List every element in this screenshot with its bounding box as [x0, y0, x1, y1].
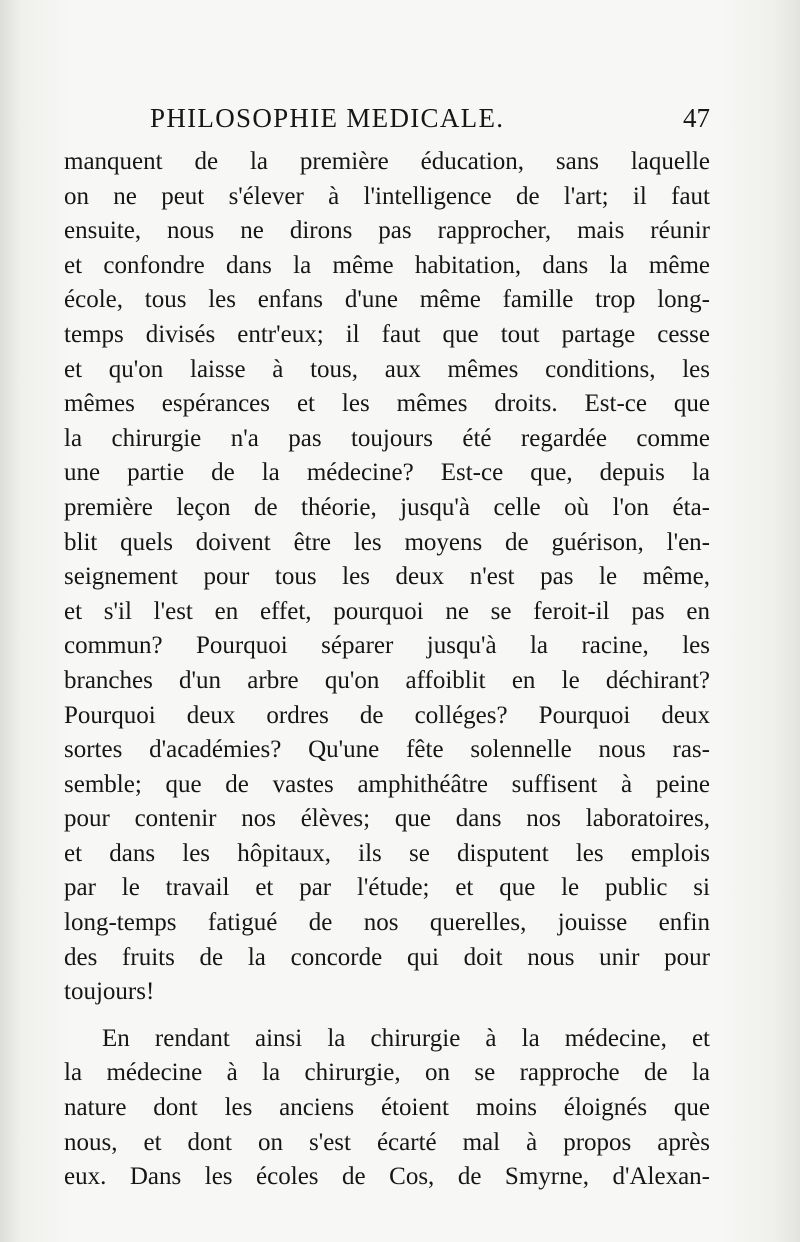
- text-line: semble; que de vastes amphithéâtre suffisent à peine: [64, 770, 710, 798]
- text-line: manquent de la première éducation, sans laquelle: [64, 148, 710, 175]
- text-line: on ne peut s'élever à l'intelligence de l'art; il faut: [64, 182, 710, 210]
- paragraph-gap: [64, 1010, 710, 1022]
- text-line: et qu'on laisse à tous, aux mêmes conditions, les: [64, 355, 710, 383]
- page-number: 47: [683, 103, 710, 133]
- text-line: mêmes espérances et les mêmes droits. Est-ce que: [64, 390, 710, 418]
- text-line: la chirurgie n'a pas toujours été regardée comme: [64, 424, 710, 452]
- text-line: commun? Pourquoi séparer jusqu'à la racine, les: [64, 632, 710, 660]
- text-line: première leçon de théorie, jusqu'à celle où l'on éta-: [64, 493, 710, 521]
- text-line: école, tous les enfans d'une même famille trop long-: [64, 286, 710, 314]
- text-line: blit quels doivent être les moyens de guérison, l'en-: [64, 528, 710, 556]
- text-line: Pourquoi deux ordres de colléges? Pourquoi deux: [64, 701, 710, 729]
- text-line: branches d'un arbre qu'on affoiblit en le déchirant?: [64, 666, 710, 694]
- paragraph-first-line: En rendant ainsi la chirurgie à la médecine, et: [102, 1024, 710, 1052]
- text-line: long-temps fatigué de nos querelles, jouisse enfin: [64, 909, 710, 937]
- text-line: nous, et dont on s'est écarté mal à propos après: [64, 1128, 710, 1156]
- text-line: une partie de la médecine? Est-ce que, depuis la: [64, 459, 710, 487]
- text-line: pour contenir nos élèves; que dans nos laboratoires,: [64, 805, 710, 833]
- text-line: ensuite, nous ne dirons pas rapprocher, mais réunir: [64, 217, 710, 245]
- text-line: nature dont les anciens étoient moins éloignés que: [64, 1094, 710, 1122]
- text-line: par le travail et par l'étude; et que le public si: [64, 874, 710, 902]
- body-text: [64, 145, 710, 1195]
- text-line: seignement pour tous les deux n'est pas le même,: [64, 563, 710, 591]
- text-line: eux. Dans les écoles de Cos, de Smyrne, d'Alexan-: [64, 1163, 710, 1191]
- text-line: et confondre dans la même habitation, dans la même: [64, 251, 710, 279]
- page-header: [150, 103, 710, 143]
- text-line: temps divisés entr'eux; il faut que tout partage cesse: [64, 320, 710, 348]
- text-line: la médecine à la chirurgie, on se rapproche de la: [64, 1059, 710, 1087]
- text-line: et s'il l'est en effet, pourquoi ne se feroit-il pas en: [64, 597, 710, 625]
- running-title: PHILOSOPHIE MEDICALE.: [150, 103, 505, 133]
- paragraph-end-line: toujours!: [64, 978, 155, 1006]
- text-line: des fruits de la concorde qui doit nous unir pour: [64, 943, 710, 971]
- text-line: et dans les hôpitaux, ils se disputent les emplois: [64, 839, 710, 867]
- text-line: sortes d'académies? Qu'une fête solennelle nous ras-: [64, 736, 710, 764]
